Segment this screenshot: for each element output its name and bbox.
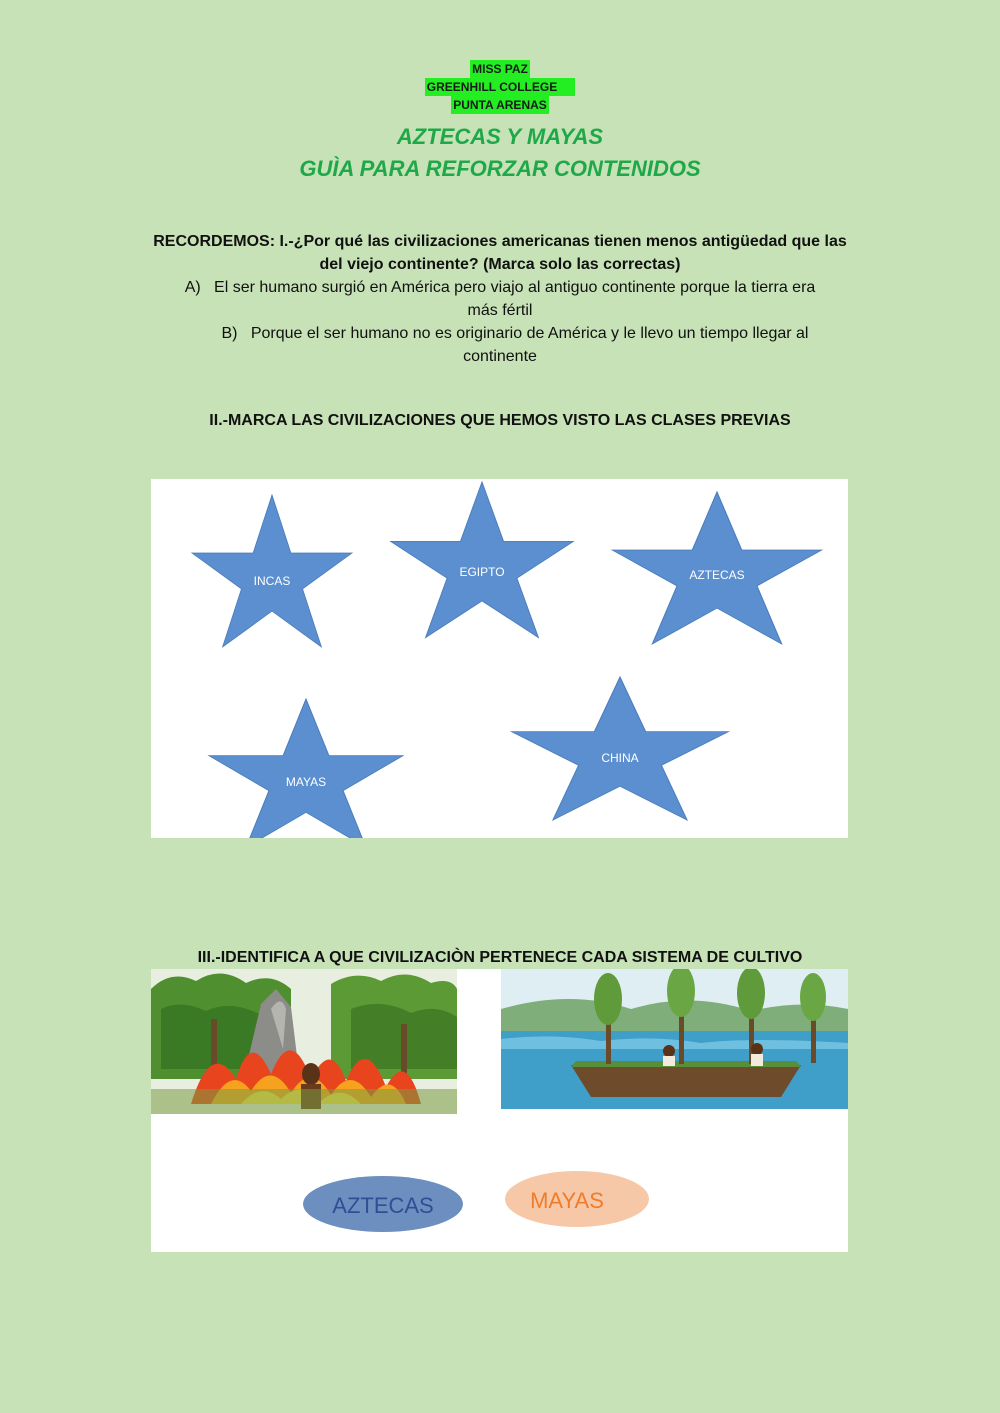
chinampa-image: [501, 969, 848, 1109]
slash-and-burn-image: [151, 969, 457, 1114]
option-a-letter: A): [184, 279, 201, 296]
option-b-text-cont: continente: [463, 348, 537, 365]
option-a-text: El ser humano surgió en América pero viajo al antiguo continente porque la tierra era: [214, 279, 816, 296]
star-incas-label: INCAS: [253, 574, 291, 588]
question-2-title: II.-MARCA LAS CIVILIZACIONES QUE HEMOS VISTO LAS CLASES PREVIAS: [209, 412, 791, 429]
star-aztecas[interactable]: [612, 492, 821, 644]
option-b-text: Porque el ser humano no es originario de América y le llevo un tiempo llegar al: [250, 325, 809, 342]
star-china-label: CHINA: [601, 751, 639, 765]
question-1-line1: RECORDEMOS: I.-¿Por qué las civilizaciones americanas tienen menos antigüedad que las: [153, 233, 847, 250]
option-a[interactable]: [150, 276, 850, 299]
mayas-option[interactable]: [505, 1171, 649, 1227]
teacher-name: MISS PAZ: [472, 62, 528, 76]
star-aztecas-label: AZTECAS: [689, 568, 745, 582]
option-a-text-cont: más fértil: [467, 302, 533, 319]
star-egipto-label: EGIPTO: [459, 565, 505, 579]
aztecas-option[interactable]: [303, 1176, 463, 1232]
star-mayas-label: MAYAS: [285, 775, 327, 789]
question-1: [150, 230, 850, 368]
star-china[interactable]: [512, 677, 729, 820]
page-subtitle: GUÌA PARA REFORZAR CONTENIDOS: [299, 156, 701, 181]
crops-panel: [151, 969, 848, 1252]
page-title: AZTECAS Y MAYAS: [396, 124, 604, 149]
school-header: [0, 60, 1000, 114]
city-name: PUNTA ARENAS: [453, 98, 547, 112]
option-b-letter: B): [221, 325, 238, 342]
star-egipto[interactable]: [391, 482, 574, 638]
aztecas-label: AZTECAS: [332, 1193, 434, 1218]
question-3-title: III.-IDENTIFICA A QUE CIVILIZACIÒN PERTENECE CADA SISTEMA DE CULTIVO: [197, 949, 803, 966]
option-b[interactable]: [150, 322, 850, 345]
school-name: GREENHILL COLLEGE: [425, 78, 575, 96]
stars-panel: [151, 479, 848, 838]
question-1-line2: del viejo continente? (Marca solo las correctas): [319, 256, 681, 273]
mayas-label: MAYAS: [530, 1188, 604, 1213]
star-mayas[interactable]: [209, 699, 403, 838]
star-incas[interactable]: [192, 495, 352, 647]
